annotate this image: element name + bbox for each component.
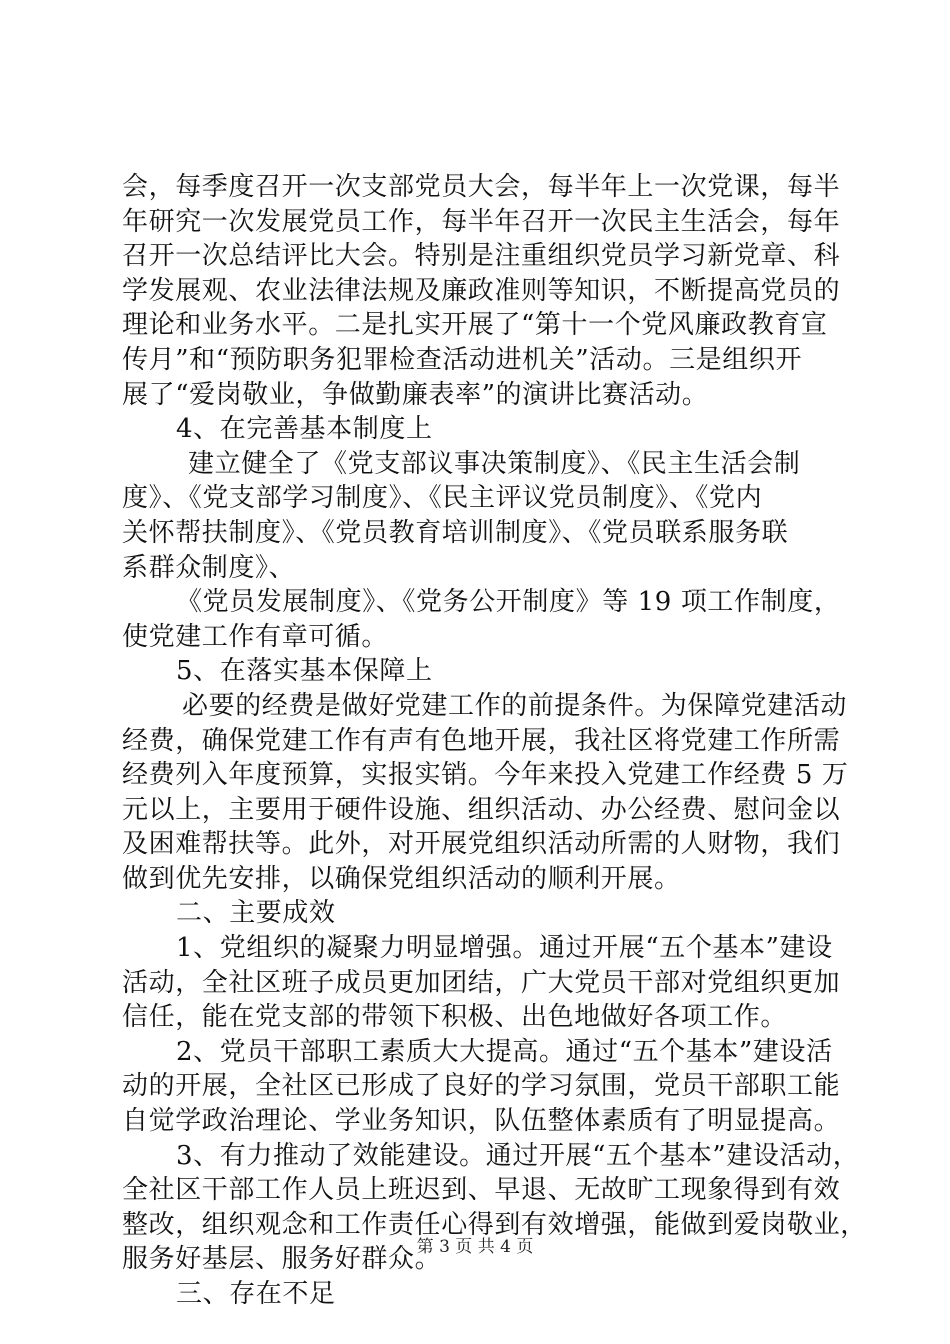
text-line: 使党建工作有章可循。 (122, 621, 389, 652)
text-line: 整改，组织观念和工作责任心得到有效增强，能做到爱岗敬业， (122, 1209, 867, 1240)
section-heading: 4、在完善基本制度上 (176, 414, 433, 445)
text-line: 全社区干部工作人员上班迟到、早退、无故旷工现象得到有效 (122, 1175, 841, 1206)
text-line: 度》、《党支部学习制度》、《民主评议党员制度》、《党内 (122, 483, 763, 514)
text-line: 活动，全社区班子成员更加团结，广大党员干部对党组织更加 (122, 967, 841, 998)
text-line: 服务好基层、服务好群众。 (122, 1244, 442, 1275)
text-line: 经费列入年度预算，实报实销。今年来投入党建工作经费 5 万 (122, 760, 849, 791)
section-heading: 5、在落实基本保障上 (176, 656, 433, 687)
text-line: 必要的经费是做好党建工作的前提条件。为保障党建活动 (182, 690, 848, 721)
text-line: 会，每季度召开一次支部党员大会，每半年上一次党课，每半 (122, 172, 841, 202)
text-line: 召开一次总结评比大会。特别是注重组织党员学习新党章、科 (122, 241, 841, 272)
text-line: 建立健全了《党支部议事决策制度》、《民主生活会制 (188, 448, 801, 479)
text-line: 3、有力推动了效能建设。通过开展“五个基本”建设活动， (176, 1140, 860, 1171)
text-line: 元以上，主要用于硬件设施、组织活动、办公经费、慰问金以 (122, 794, 841, 825)
text-line: 年研究一次发展党员工作，每半年召开一次民主生活会，每年 (122, 206, 841, 237)
text-line: 做到优先安排，以确保党组织活动的顺利开展。 (122, 863, 681, 894)
section-heading: 二、主要成效 (176, 898, 336, 929)
text-line: 展了“爱岗敬业，争做勤廉表率”的演讲比赛活动。 (122, 379, 709, 410)
text-line: 传月”和“预防职务犯罪检查活动进机关”活动。三是组织开 (122, 344, 803, 375)
text-line: 动的开展，全社区已形成了良好的学习氛围，党员干部职工能 (122, 1071, 841, 1102)
text-line: 及困难帮扶等。此外，对开展党组织活动所需的人财物，我们 (122, 829, 841, 860)
text-line: 自觉学政治理论、学业务知识，队伍整体素质有了明显提高。 (122, 1106, 841, 1137)
text-line: 经费，确保党建工作有声有色地开展，我社区将党建工作所需 (122, 725, 841, 756)
text-line: 关怀帮扶制度》、《党员教育培训制度》、《党员联系服务联 (122, 517, 789, 548)
text-line: 2、党员干部职工素质大大提高。通过“五个基本”建设活 (176, 1036, 833, 1067)
page-footer: 第 3 页 共 4 页 (416, 1237, 534, 1257)
text-line: 理论和业务水平。二是扎实开展了“第十一个党风廉政教育宣 (122, 310, 828, 341)
section-heading: 三、存在不足 (176, 1279, 336, 1309)
text-line: 系群众制度》、 (122, 552, 296, 583)
text-line: 1、党组织的凝聚力明显增强。通过开展“五个基本”建设 (176, 933, 833, 964)
text-line: 学发展观、农业法律法规及廉政准则等知识，不断提高党员的 (122, 275, 841, 306)
document-body (122, 170, 867, 1312)
text-line: 信任，能在党支部的带领下积极、出色地做好各项工作。 (122, 1002, 788, 1033)
text-line: 《党员发展制度》、《党务公开制度》等 19 项工作制度， (176, 587, 841, 618)
